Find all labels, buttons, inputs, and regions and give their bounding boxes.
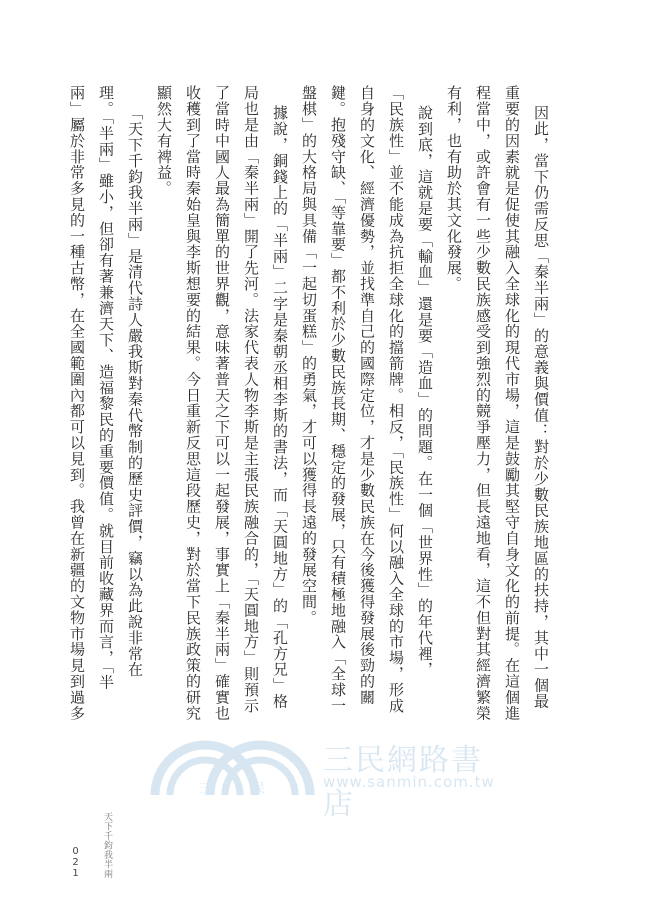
text-column: 理。「半兩」雖小，但卻有著兼濟天下、造福黎民的重要價值。就目前收藏界而言，「半 bbox=[97, 85, 115, 691]
text-column bbox=[265, 85, 294, 725]
paragraph-start: 因此，當下仍需反思「秦半兩」的意義與價值：對於少數民族地區的扶持，其中一個最 bbox=[532, 105, 550, 710]
text-column: 重要的因素就是促使其融入全球化的現代市場，這是鼓勵其堅守自身文化的前提。在這個進 bbox=[503, 85, 521, 721]
watermark-name: 三民網路書店 bbox=[323, 743, 483, 822]
text-column: 了當時中國人最為簡單的世界觀，意味著普天之下可以一起發展，事實上「秦半兩」確實也 bbox=[213, 85, 231, 721]
sanmin-logo-icon bbox=[150, 735, 315, 795]
watermark-url: www.sanmin.com.tw bbox=[323, 773, 495, 791]
text-column: 程當中，或許會有一些少數民族感受到強烈的競爭壓力，但長遠地看，這不但對其經濟繁榮 bbox=[474, 85, 492, 721]
text-column: 局也是由「秦半兩」開了先河。法家代表人物李斯是主張民族融合的，「天圓地方」則預示 bbox=[242, 85, 260, 714]
sanmin-watermark bbox=[150, 735, 510, 822]
text-column: 盤棋」的大格局與具備「一起切蛋糕」的勇氣，才可以獲得長遠的發展空間。 bbox=[300, 85, 318, 626]
logo-char: 三 bbox=[198, 781, 211, 795]
paragraph-start: 據說，銅錢上的「半兩」二字是秦朝丞相李斯的書法，而「天圓地方」的「孔方兄」格 bbox=[271, 105, 289, 710]
paragraph-start: 「天下千鈞我半兩」是清代詩人嚴我斯對秦代幣制的歷史評價，竊以為此說非常在 bbox=[126, 105, 144, 678]
text-column: 有利，也有助於其文化發展。 bbox=[445, 85, 463, 292]
text-column bbox=[526, 85, 555, 725]
text-column: 兩」屬於非常多見的一種古幣，在全國範圍內都可以見到。我曾在新疆的文物市場見到過多 bbox=[68, 85, 86, 721]
text-column bbox=[120, 85, 149, 725]
text-column: 鍵。抱殘守缺、「等靠要」都不利於少數民族長期、穩定的發展，只有積極地融入「全球一 bbox=[329, 85, 347, 714]
running-title: 天下千鈞我半兩 bbox=[102, 812, 112, 879]
text-column: 自身的文化、經濟優勢，並找準自己的國際定位，才是少數民族在今後獲得發展後勁的關 bbox=[358, 85, 376, 706]
text-column: 顯然大有裨益。 bbox=[155, 85, 173, 197]
page-number: 021 bbox=[70, 846, 81, 879]
logo-char: 民 bbox=[253, 781, 266, 795]
text-column bbox=[410, 85, 439, 725]
paragraph-start: 說到底，這就是要「輸血」還是要「造血」的問題。在一個「世界性」的年代裡， bbox=[416, 105, 434, 678]
text-column: 收穫到了當時秦始皇與李斯想要的結果。今日重新反思這段歷史，對於當下民族政策的研究 bbox=[184, 85, 202, 721]
text-column: 「民族性」並不能成為抗拒全球化的擋箭牌。相反，「民族性」何以融入全球的市場，形成 bbox=[387, 85, 405, 714]
